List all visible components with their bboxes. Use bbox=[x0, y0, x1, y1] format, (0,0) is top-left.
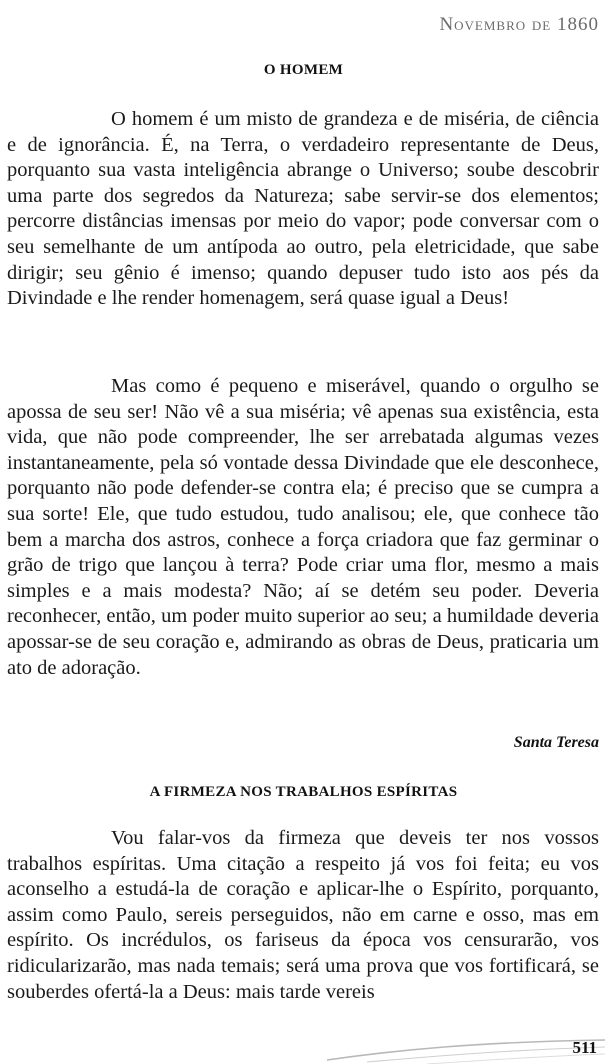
decorative-swoosh-icon bbox=[307, 1020, 607, 1064]
paragraph: Mas como é pequeno e miserável, quando o orgulho se apossa de seu ser! Não vê a sua miséria; vê apenas sua existência, esta vida, que não pode compreender, lhe ser arrebatada algumas vezes instantaneamente, pela só vontade dessa Divindade que ele desconhece, porquanto não pode defender-se contra ela; é preciso que se cumpra a sua sorte! Ele, que tudo estudou, tudo analisou; ele, que conhece tão bem a marcha dos astros, conhece a força criadora que faz germinar o grão de trigo que lançou à terra? Pode criar uma flor, mesmo a mais simples e a mais modesta? Não; aí se detém seu poder. Deveria reconhecer, então, um poder muito superior ao seu; a humildade deveria apossar-se de seu coração e, admirando as obras de Deus, praticaria um ato de adoração. bbox=[7, 375, 599, 679]
section-title-o-homem: O HOMEM bbox=[263, 62, 344, 78]
section-title-firmeza: A FIRMEZA NOS TRABALHOS ESPÍRITAS bbox=[149, 784, 458, 800]
paragraph: Vou falar-vos da firmeza que deveis ter nos vossos trabalhos espíritas. Uma citação a respeito já vos foi feita; eu vos aconselho a estudá-la de coração e aplicar-lhe o Espírito, porquanto, assim como Paulo, sereis perseguidos, não em carne e osso, mas em espírito. Os incrédulos, os fariseus da época vos censurarão, vos ridicularizarão, mas nada temais; será uma prova que vos fortificará, se souberdes ofertá-la a Deus: mais tarde vereis bbox=[7, 827, 599, 1003]
paragraph: O homem é um misto de grandeza e de miséria, de ciência e de ignorância. É, na Terra, o verdadeiro representante de Deus, porquanto sua vasta inteligência abrange o Universo; soube descobrir uma parte dos segredos da Natureza; sabe servir-se dos elementos; percorre distâncias imensas por meio do vapor; pode conversar com o seu semelhante de um antípoda ao outro, pela eletricidade, que sabe dirigir; seu gênio é imenso; quando depuser tudo isto aos pés da Divindade e lhe render homenagem, será quase igual a Deus! bbox=[7, 108, 599, 310]
running-header: Novembro de 1860 bbox=[439, 14, 599, 35]
signature: Santa Teresa bbox=[513, 734, 599, 751]
page-footer bbox=[307, 1020, 607, 1064]
page-number: 511 bbox=[572, 1038, 597, 1057]
